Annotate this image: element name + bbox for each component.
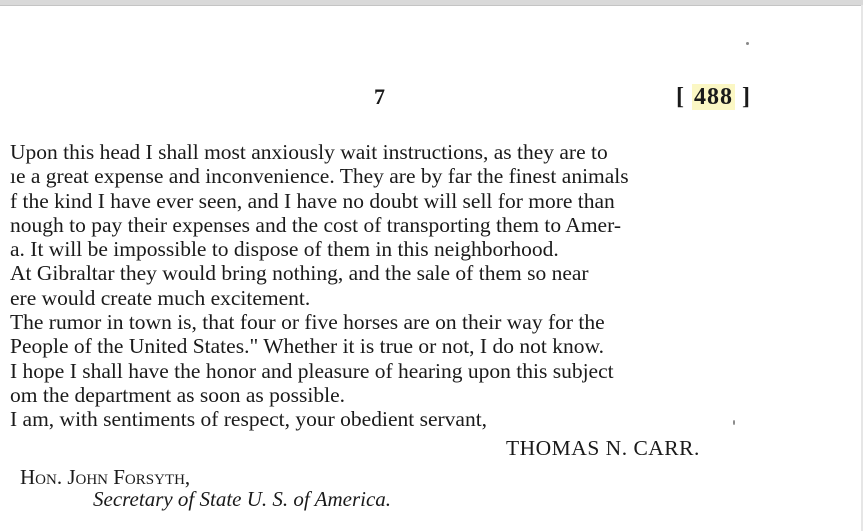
letter-line: nough to pay their expenses and the cost of transporting them to Amer- — [10, 212, 621, 237]
addressee-title: Secretary of State U. S. of America. — [93, 487, 392, 511]
letter-line: ere would create much excitement. — [10, 285, 311, 310]
bracket-open: [ — [676, 84, 685, 110]
letter-line: At Gibraltar they would bring nothing, and the sale of them so near — [10, 261, 589, 286]
scan-speck — [746, 42, 749, 45]
letter-line: a. It will be impossible to dispose of them in this neighborhood. — [10, 237, 559, 262]
letter-line: People of the United States." Whether it is true or not, I do not know. — [10, 334, 604, 359]
letter-line: f the kind I have ever seen, and I have no doubt will sell for more than — [10, 188, 615, 213]
highlighted-document-number: 488 — [694, 84, 733, 110]
addressee-name: Hon. John Forsyth, — [20, 465, 191, 489]
letter-line: I am, with sentiments of respect, your obedient servant, — [10, 407, 488, 432]
letter-line: om the department as soon as possible. — [10, 382, 345, 407]
bracket-close: ] — [742, 84, 751, 110]
signature: THOMAS N. CARR. — [506, 436, 700, 460]
page-number: 7 — [374, 84, 385, 109]
bracketed-document-number — [676, 84, 751, 111]
letter-line: I hope I shall have the honor and pleasure of hearing upon this subject — [10, 358, 614, 383]
scan-speck — [733, 420, 735, 425]
letter-line: Upon this head I shall most anxiously wait instructions, as they are to — [10, 140, 608, 164]
letter-line: The rumor in town is, that four or five horses are on their way for the — [10, 310, 605, 335]
letter-line: ıe a great expense and inconvenience. They are by far the finest animals — [10, 164, 629, 189]
letter-body — [10, 140, 780, 432]
